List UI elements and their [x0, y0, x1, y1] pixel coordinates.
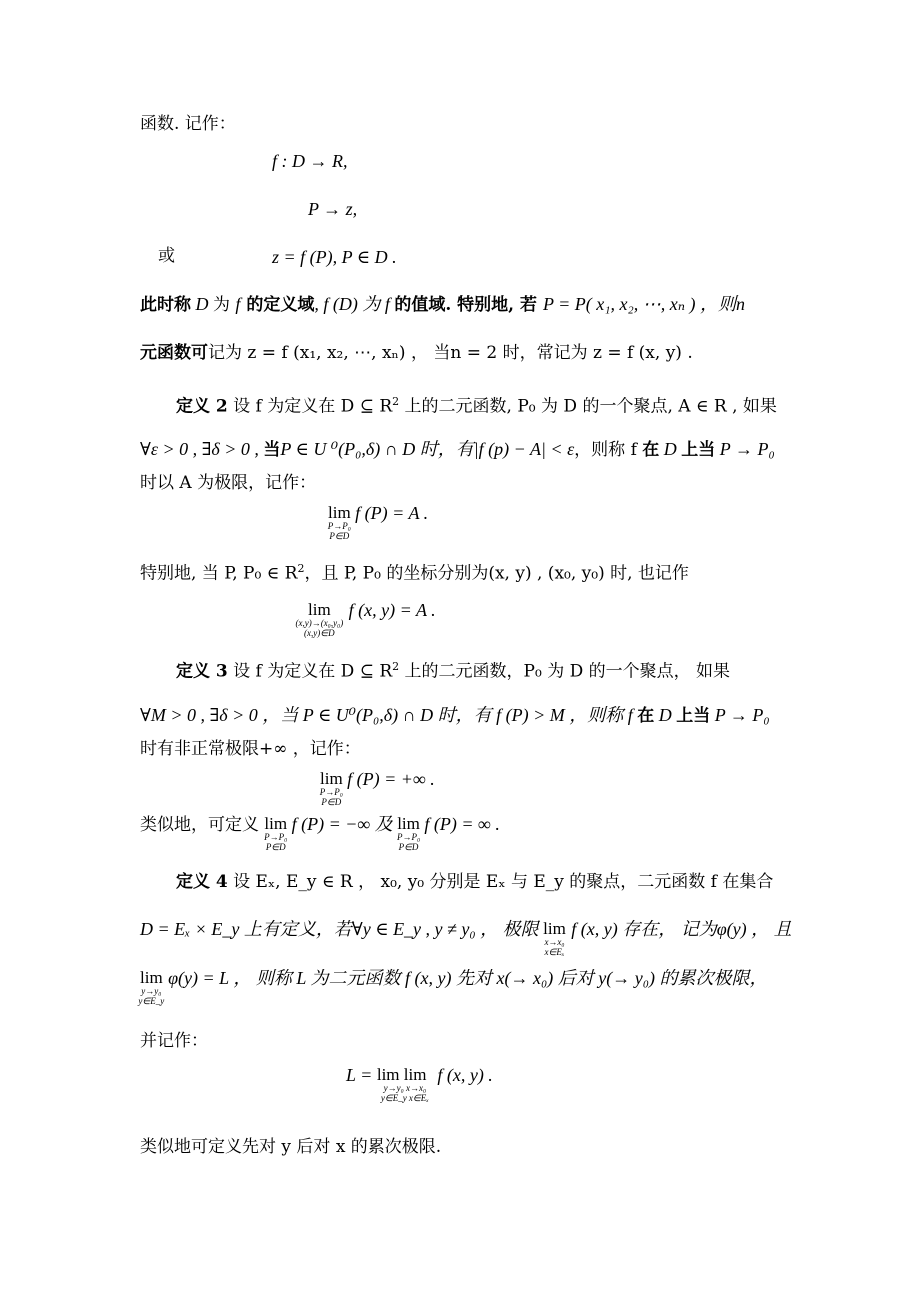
formula-function — [272, 245, 397, 269]
abs-inequality: |f (p) − A| < ε — [473, 439, 575, 459]
definition-2-line2 — [140, 437, 775, 462]
iterated-limit-text: φ(y) = L ， 则称 L 为二元函数 f (x, y) 先对 x(→ x₀) 后对 y(→ y₀) 的累次极限， — [168, 968, 768, 988]
lim-sub-line: P→P₀ — [396, 832, 421, 842]
special-case-sup: 2 — [297, 562, 305, 575]
l-equals: L = — [346, 1065, 377, 1085]
at-word: 在 — [642, 440, 660, 460]
lim-operator-8: lim lim y→y₀ x→x₀ y∈E_y x∈Eₓ — [376, 1065, 429, 1103]
lim-sub-line: x∈Eₓ — [544, 947, 565, 957]
limit-formula-1 — [328, 501, 428, 541]
domain-term: 的定义域 — [240, 295, 315, 315]
lim-subscript-4 — [264, 832, 287, 852]
definition-2-limit-text: 时以 A 为极限，记作： — [140, 473, 317, 493]
definition-3-condition: ∀M > 0 , ∃δ > 0 ，当 P ∈ U⁰(P₀,δ) ∩ D 时，有 f (P) > M ，则称 f — [140, 705, 638, 725]
text-or — [158, 244, 175, 268]
definition-4-line2 — [140, 917, 792, 961]
point-map-formula: P → z, — [308, 199, 358, 219]
lim-sub-line: P→P₀ — [327, 521, 351, 531]
limit-expression-2: f (x, y) = A . — [348, 600, 436, 620]
limit-expression-3: f (P) = +∞ . — [347, 769, 435, 789]
neighborhood-condition: P ∈ U ⁰(P₀,δ) ∩ D 时，有 — [280, 439, 474, 459]
lim-sub-line: (x,y)∈D — [304, 628, 335, 638]
p-to-p0: P → P₀ — [715, 439, 775, 459]
lim-word: lim — [397, 814, 420, 833]
similar-prefix: 类似地，可定义 — [140, 815, 265, 835]
lim-operator-7 — [138, 966, 165, 1006]
text-line-n-ary — [140, 341, 693, 365]
definition-4-exists: f (x, y) 存在， 记为φ(y) ， 且 — [571, 919, 792, 939]
closing-text: 类似地可定义先对 y 后对 x 的累次极限. — [140, 1137, 442, 1157]
lim-operator-1 — [327, 501, 351, 541]
lim-operator-2 — [295, 598, 344, 638]
definition-2-sup: 2 — [392, 395, 400, 408]
epsilon-delta: ∀ε > 0 , ∃δ > 0 , — [140, 439, 264, 459]
limit-formula-8 — [346, 1063, 493, 1107]
limit-formula-3 — [320, 767, 435, 807]
when-word: 当 — [263, 440, 281, 460]
limit-expression-1: f (P) = A . — [355, 503, 429, 523]
n-ary-prefix: 元函数可 — [140, 343, 208, 363]
domain-prefix: 此时称 — [140, 295, 191, 315]
special-case-line — [140, 557, 689, 586]
definition-4-text: 设 Eₓ, E_y ∈ R ， x₀, y₀ 分别是 Eₓ 与 E_y 的聚点，二元函数 f 在集合 — [227, 872, 774, 892]
definition-4-line1 — [176, 870, 773, 894]
definition-3-label: 定义 3 — [176, 661, 228, 682]
lim-sub-line: x→x₀ — [544, 937, 565, 947]
special-case-text: . 特别地, 若 — [445, 295, 543, 315]
notation-text: 并记作： — [140, 1031, 208, 1051]
lim-sub-line: (x,y)→(x₀,y₀) — [295, 618, 344, 628]
special-case-a: 特别地, 当 P, P₀ ∈ R — [140, 563, 298, 584]
lim-word: lim — [320, 769, 343, 788]
range-term: 的值域 — [394, 295, 446, 315]
lim-sub-line: P∈D — [329, 531, 350, 541]
lim-sub-line: P∈D — [398, 842, 419, 852]
definition-2-text-b: 上的二元函数, P₀ 为 D 的一个聚点, A ∈ R , 如果 — [399, 396, 777, 417]
lim-operator-5 — [396, 812, 421, 852]
lim-word: lim — [328, 503, 351, 522]
lim-sub-line: P→P₀ — [319, 787, 343, 797]
limit-expression-5: f (P) = ∞ . — [424, 814, 500, 834]
lim-sub-line: y→y₀ x→x₀ — [383, 1083, 427, 1093]
lim-sub-line: y∈E_y — [138, 996, 165, 1006]
domain-f: f — [235, 294, 241, 314]
range-symbol: , f (D) 为 f — [314, 294, 395, 314]
lim-operator-6 — [543, 917, 566, 957]
lim-subscript-1 — [328, 521, 351, 541]
definition-3-text-a: 设 f 为定义在 D ⊆ R — [227, 661, 393, 682]
lim-sub-line: P→P₀ — [264, 832, 288, 842]
function-formula: z = f (P), P ∈ D . — [272, 247, 397, 267]
lim-sub-line: y→y₀ — [141, 986, 162, 996]
closing-line — [140, 1135, 441, 1159]
definition-4-line3 — [140, 966, 767, 1010]
limit-expression-8: f (x, y) . — [437, 1065, 493, 1085]
domain-wei: 为 — [213, 295, 236, 315]
definition-3-limit-text: 时有非正常极限+∞ ，记作： — [140, 739, 361, 759]
lim-subscript-6 — [544, 937, 564, 957]
definition-3-sup: 2 — [392, 660, 400, 673]
lim-subscript-7 — [138, 986, 164, 1006]
lim-sub-line: P∈D — [321, 797, 342, 807]
definition-2-line3 — [140, 471, 316, 495]
similar-definition-line — [140, 812, 500, 856]
formula-mapping — [272, 149, 348, 173]
limit-expression-4: f (P) = −∞ 及 — [291, 814, 398, 834]
d-symbol: D — [654, 705, 677, 725]
limit-formula-2 — [295, 598, 436, 638]
upon-word: 上当 — [681, 440, 716, 460]
lim-sub-line: y∈E_y x∈Eₓ — [380, 1093, 429, 1103]
intro-text: 函数. 记作： — [140, 114, 236, 134]
lim-word: lim — [543, 919, 566, 938]
p-to-p0: P → P₀ — [710, 705, 770, 725]
lim-subscript-8 — [381, 1083, 429, 1103]
definition-3-line3 — [140, 737, 361, 761]
d-symbol: D — [659, 439, 682, 459]
definition-4-line4 — [140, 1029, 208, 1053]
lim-operator-3 — [319, 767, 343, 807]
lim-subscript-3 — [320, 787, 343, 807]
then-called: ，则称 f — [574, 440, 643, 460]
special-case-b: ，且 P, P₀ 的坐标分别为(x, y) , (x₀, y₀) 时, 也记作 — [304, 563, 689, 584]
lim-subscript-2 — [295, 618, 343, 638]
n-symbol: n — [736, 294, 746, 314]
definition-3-line1 — [176, 655, 730, 684]
definition-2-text-a: 设 f 为定义在 D ⊆ R — [227, 396, 393, 417]
text-line-domain — [140, 292, 745, 317]
definition-4-label: 定义 4 — [176, 872, 228, 892]
text-line-intro — [140, 112, 236, 136]
domain-symbol: D — [191, 294, 213, 314]
upon-word: 上当 — [676, 706, 711, 726]
lim-word: lim — [264, 814, 288, 833]
definition-2-line1 — [176, 390, 777, 419]
lim-sub-line: P∈D — [265, 842, 286, 852]
lim-operator-4 — [264, 812, 288, 852]
definition-3-line2 — [140, 703, 770, 728]
point-def: P = P( x₁, x₂, ⋯, xₙ ) ，则 — [542, 294, 737, 314]
formula-point-map — [308, 197, 357, 221]
n-ary-text: 记为 z = f (x₁, x₂, ⋯, xₙ) ， 当n = 2 时，常记为 z = f (x, y) . — [208, 343, 693, 363]
lim-subscript-5 — [397, 832, 420, 852]
definition-3-text-b: 上的二元函数，P₀ 为 D 的一个聚点， 如果 — [399, 661, 731, 682]
lim-word: lim — [308, 600, 331, 619]
definition-2-label: 定义 2 — [176, 396, 228, 417]
lim-word: lim — [140, 968, 163, 987]
definition-4-condition: D = Eₓ × E_y 上有定义，若∀y ∈ E_y , y ≠ y₀ ， 极限 — [140, 919, 544, 939]
mapping-formula: f : D → R, — [272, 151, 348, 171]
at-word: 在 — [637, 706, 655, 726]
or-word: 或 — [158, 246, 175, 266]
